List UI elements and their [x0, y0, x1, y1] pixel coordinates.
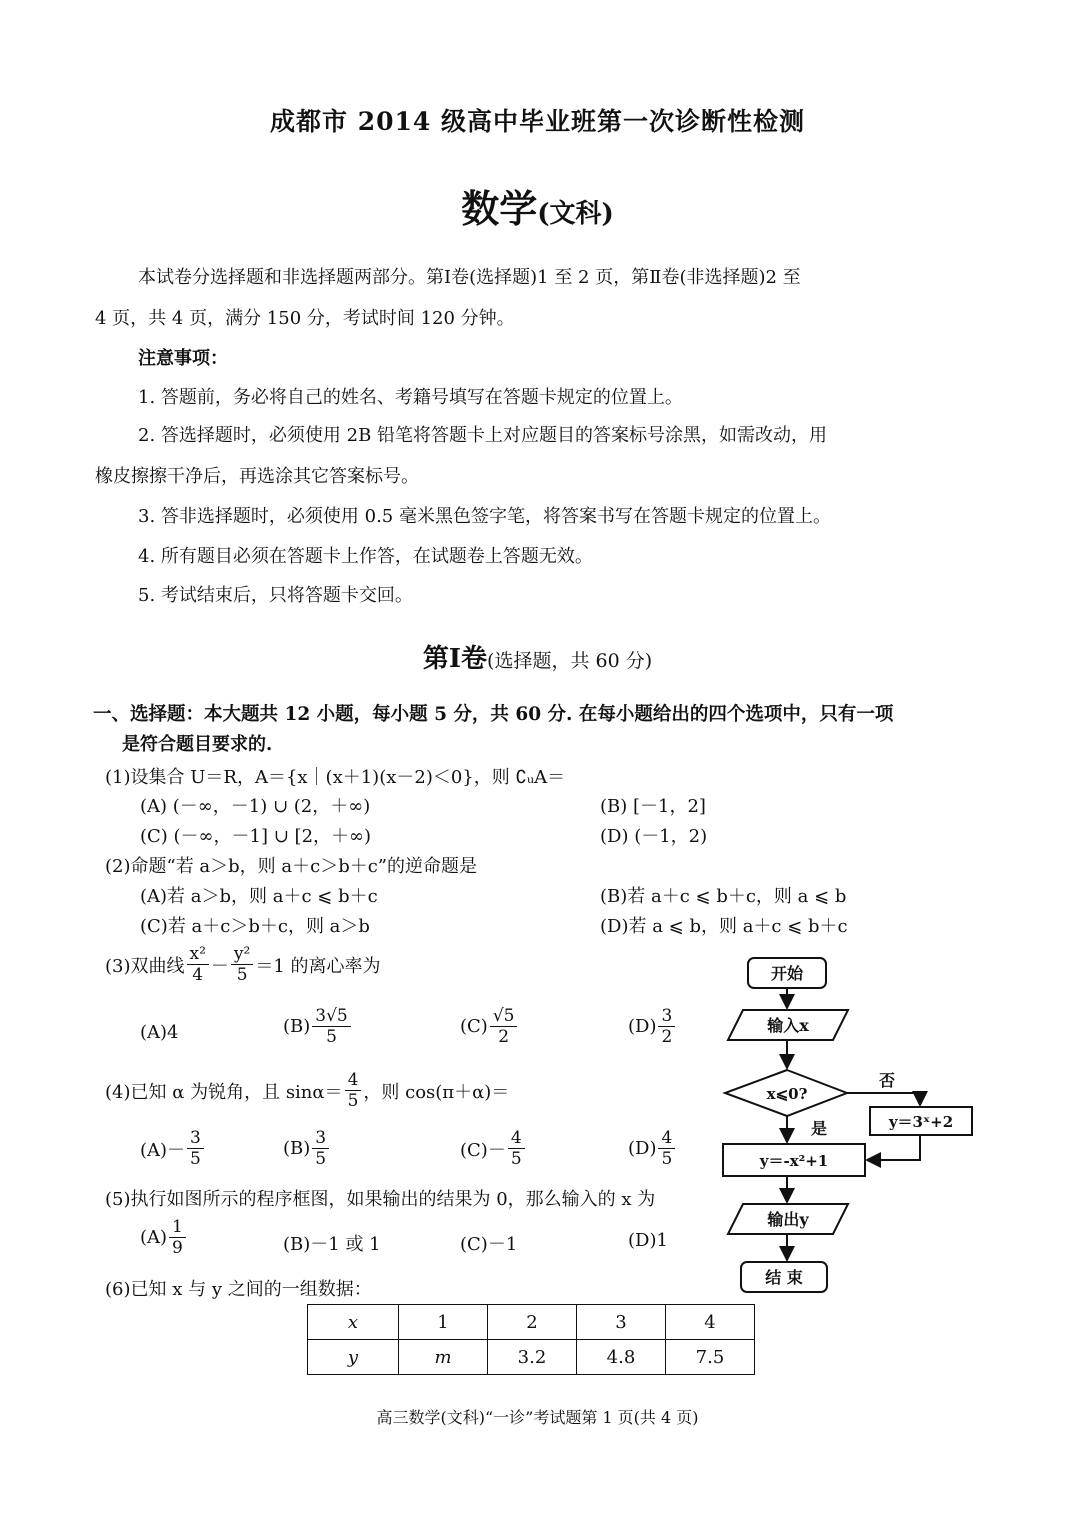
section-instruction-1: 一、选择题：本大题共 12 小题，每小题 5 分，共 60 分. 在每小题给出的四个选项中，只有一项	[93, 704, 894, 725]
flow-condition-label: x⩽0?	[766, 1085, 808, 1103]
table-cell: 3	[577, 1305, 666, 1340]
option-label: (A)	[140, 1227, 168, 1248]
numerator: 3	[658, 1006, 675, 1027]
table-cell: x	[308, 1305, 399, 1340]
q5-option-c: (C)－1	[460, 1234, 518, 1255]
q3-minus: －	[210, 955, 229, 977]
flowchart-diagram	[715, 950, 985, 1300]
option-fraction	[658, 1006, 675, 1047]
q3-stem-post: ＝1 的离心率为	[255, 955, 381, 977]
flow-output-label: 输出y	[767, 1210, 809, 1229]
flow-no-label: 否	[878, 1071, 896, 1090]
subject-name: 数学	[461, 186, 538, 231]
denominator: 2	[498, 1027, 510, 1047]
q3-option-c	[460, 1006, 519, 1047]
option-label: (C)－	[460, 1139, 506, 1161]
q1-option-b: (B) [－1，2]	[600, 796, 706, 817]
q5-option-b: (B)－1 或 1	[283, 1234, 381, 1255]
numerator: 3	[187, 1128, 204, 1149]
q5-option-a	[140, 1217, 188, 1258]
table-cell: 3.2	[488, 1340, 577, 1375]
q2-stem: (2)命题“若 a＞b，则 a＋c＞b＋c”的逆命题是	[105, 856, 478, 877]
numerator: √5	[490, 1006, 518, 1027]
option-fraction	[508, 1128, 525, 1169]
option-fraction	[490, 1006, 518, 1047]
q4-stem-post: ，则 cos(π＋α)＝	[363, 1081, 510, 1103]
flow-start-label: 开始	[770, 964, 804, 983]
q3-stem-pre: (3)双曲线	[105, 955, 185, 977]
option-label: (D)	[628, 1016, 657, 1037]
flow-input-label: 输入x	[767, 1016, 809, 1035]
note-item: 2. 答选择题时，必须使用 2B 铅笔将答题卡上对应题目的答案标号涂黑，如需改动，用	[138, 425, 828, 446]
numerator: x²	[187, 944, 209, 965]
q1-option-a: (A) (－∞，－1) ∪ (2，＋∞)	[140, 796, 371, 817]
denominator: 2	[661, 1027, 673, 1047]
option-fraction	[312, 1128, 329, 1169]
option-label: (B)	[283, 1138, 311, 1159]
q4-option-c	[460, 1128, 527, 1169]
table-cell: y	[308, 1340, 399, 1375]
q3-stem	[105, 944, 381, 985]
q3-option-a: (A)4	[140, 1022, 179, 1043]
q3-option-b	[283, 1006, 353, 1047]
notes-heading: 注意事项：	[138, 348, 228, 369]
flow-branch-yes-label: y＝-x²+1	[759, 1152, 829, 1170]
option-label: (D)	[628, 1138, 657, 1159]
note-item: 5. 考试结束后，只将答题卡交回。	[138, 585, 413, 606]
q6-stem: (6)已知 x 与 y 之间的一组数据：	[105, 1279, 372, 1300]
numerator: 3√5	[312, 1006, 350, 1027]
denominator: 5	[236, 965, 248, 985]
section-subtitle: (选择题，共 60 分)	[487, 650, 653, 672]
q2-option-a: (A)若 a＞b，则 a＋c ⩽ b＋c	[140, 886, 378, 907]
denominator: 9	[172, 1238, 183, 1258]
q4-option-b	[283, 1128, 331, 1169]
numerator: 1	[169, 1217, 186, 1238]
q3-fraction-2	[231, 944, 253, 985]
numerator: y²	[231, 944, 253, 965]
table-cell: 4.8	[577, 1340, 666, 1375]
flow-yes-label: 是	[810, 1119, 828, 1138]
intro-line-2: 4 页，共 4 页，满分 150 分，考试时间 120 分钟。	[95, 308, 515, 329]
denominator: 4	[192, 965, 204, 985]
note-item: 3. 答非选择题时，必须使用 0.5 毫米黑色签字笔，将答案书写在答题卡规定的位置上。	[138, 506, 831, 527]
q1-stem: (1)设集合 U＝R，A＝{x｜(x＋1)(x－2)＜0}，则 ∁ᵤA＝	[105, 767, 566, 788]
flow-end-label: 结 束	[765, 1268, 803, 1287]
page-footer: 高三数学(文科)“一诊”考试题第 1 页(共 4 页)	[376, 1408, 699, 1427]
denominator: 5	[190, 1149, 201, 1169]
table-cell: 7.5	[666, 1340, 755, 1375]
q2-option-d: (D)若 a ⩽ b，则 a＋c ⩽ b＋c	[600, 916, 848, 937]
table-row	[308, 1305, 755, 1340]
table-row	[308, 1340, 755, 1375]
option-fraction	[169, 1217, 186, 1258]
q3-option-d	[628, 1006, 677, 1047]
numerator: 3	[312, 1128, 329, 1149]
section-heading	[0, 638, 1075, 675]
table-cell: 1	[399, 1305, 488, 1340]
q5-option-d: (D)1	[628, 1230, 668, 1251]
table-cell: 4	[666, 1305, 755, 1340]
q5-stem: (5)执行如图所示的程序框图，如果输出的结果为 0，那么输入的 x 为	[105, 1189, 656, 1210]
subject-subtitle: (文科)	[537, 199, 614, 229]
q4-stem	[105, 1070, 509, 1111]
q6-data-table	[307, 1304, 755, 1375]
q1-option-c: (C) (－∞，－1] ∪ [2，＋∞)	[140, 826, 372, 847]
q1-option-d: (D) (－1，2)	[600, 826, 708, 847]
option-label: (A)－	[140, 1139, 186, 1161]
section-instruction-2: 是符合题目要求的.	[122, 734, 273, 755]
exam-title: 成都市 2014 级高中毕业班第一次诊断性检测	[270, 107, 805, 136]
section-title: 第Ⅰ卷	[422, 644, 488, 674]
note-item: 1. 答题前，务必将自己的姓名、考籍号填写在答题卡规定的位置上。	[138, 387, 683, 408]
subject-title	[0, 178, 1075, 233]
q4-option-d	[628, 1128, 677, 1169]
q3-fraction-1	[187, 944, 209, 985]
table-cell: m	[399, 1340, 488, 1375]
numerator: 4	[658, 1128, 675, 1149]
q4-fraction	[345, 1070, 362, 1111]
q2-option-c: (C)若 a＋c＞b＋c，则 a＞b	[140, 916, 370, 937]
flow-branch-no-label: y＝3ˣ+2	[888, 1113, 954, 1131]
intro-line-1: 本试卷分选择题和非选择题两部分。第Ⅰ卷(选择题)1 至 2 页，第Ⅱ卷(非选择题)2 至	[138, 267, 801, 288]
denominator: 5	[661, 1149, 673, 1169]
note-item: 4. 所有题目必须在答题卡上作答，在试题卷上答题无效。	[138, 546, 593, 567]
denominator: 5	[510, 1149, 522, 1169]
option-label: (C)	[460, 1016, 488, 1037]
note-item: 橡皮擦擦干净后，再选涂其它答案标号。	[95, 466, 419, 487]
option-label: (B)	[283, 1016, 311, 1037]
numerator: 4	[508, 1128, 525, 1149]
q2-option-b: (B)若 a＋c ⩽ b＋c，则 a ⩽ b	[600, 886, 847, 907]
option-fraction	[312, 1006, 350, 1047]
denominator: 5	[315, 1149, 327, 1169]
table-cell: 2	[488, 1305, 577, 1340]
denominator: 5	[347, 1091, 359, 1111]
denominator: 5	[326, 1027, 337, 1047]
q4-stem-pre: (4)已知 α 为锐角，且 sinα＝	[105, 1081, 343, 1103]
option-fraction	[187, 1128, 204, 1169]
option-fraction	[658, 1128, 675, 1169]
numerator: 4	[345, 1070, 362, 1091]
q4-option-a	[140, 1128, 206, 1169]
